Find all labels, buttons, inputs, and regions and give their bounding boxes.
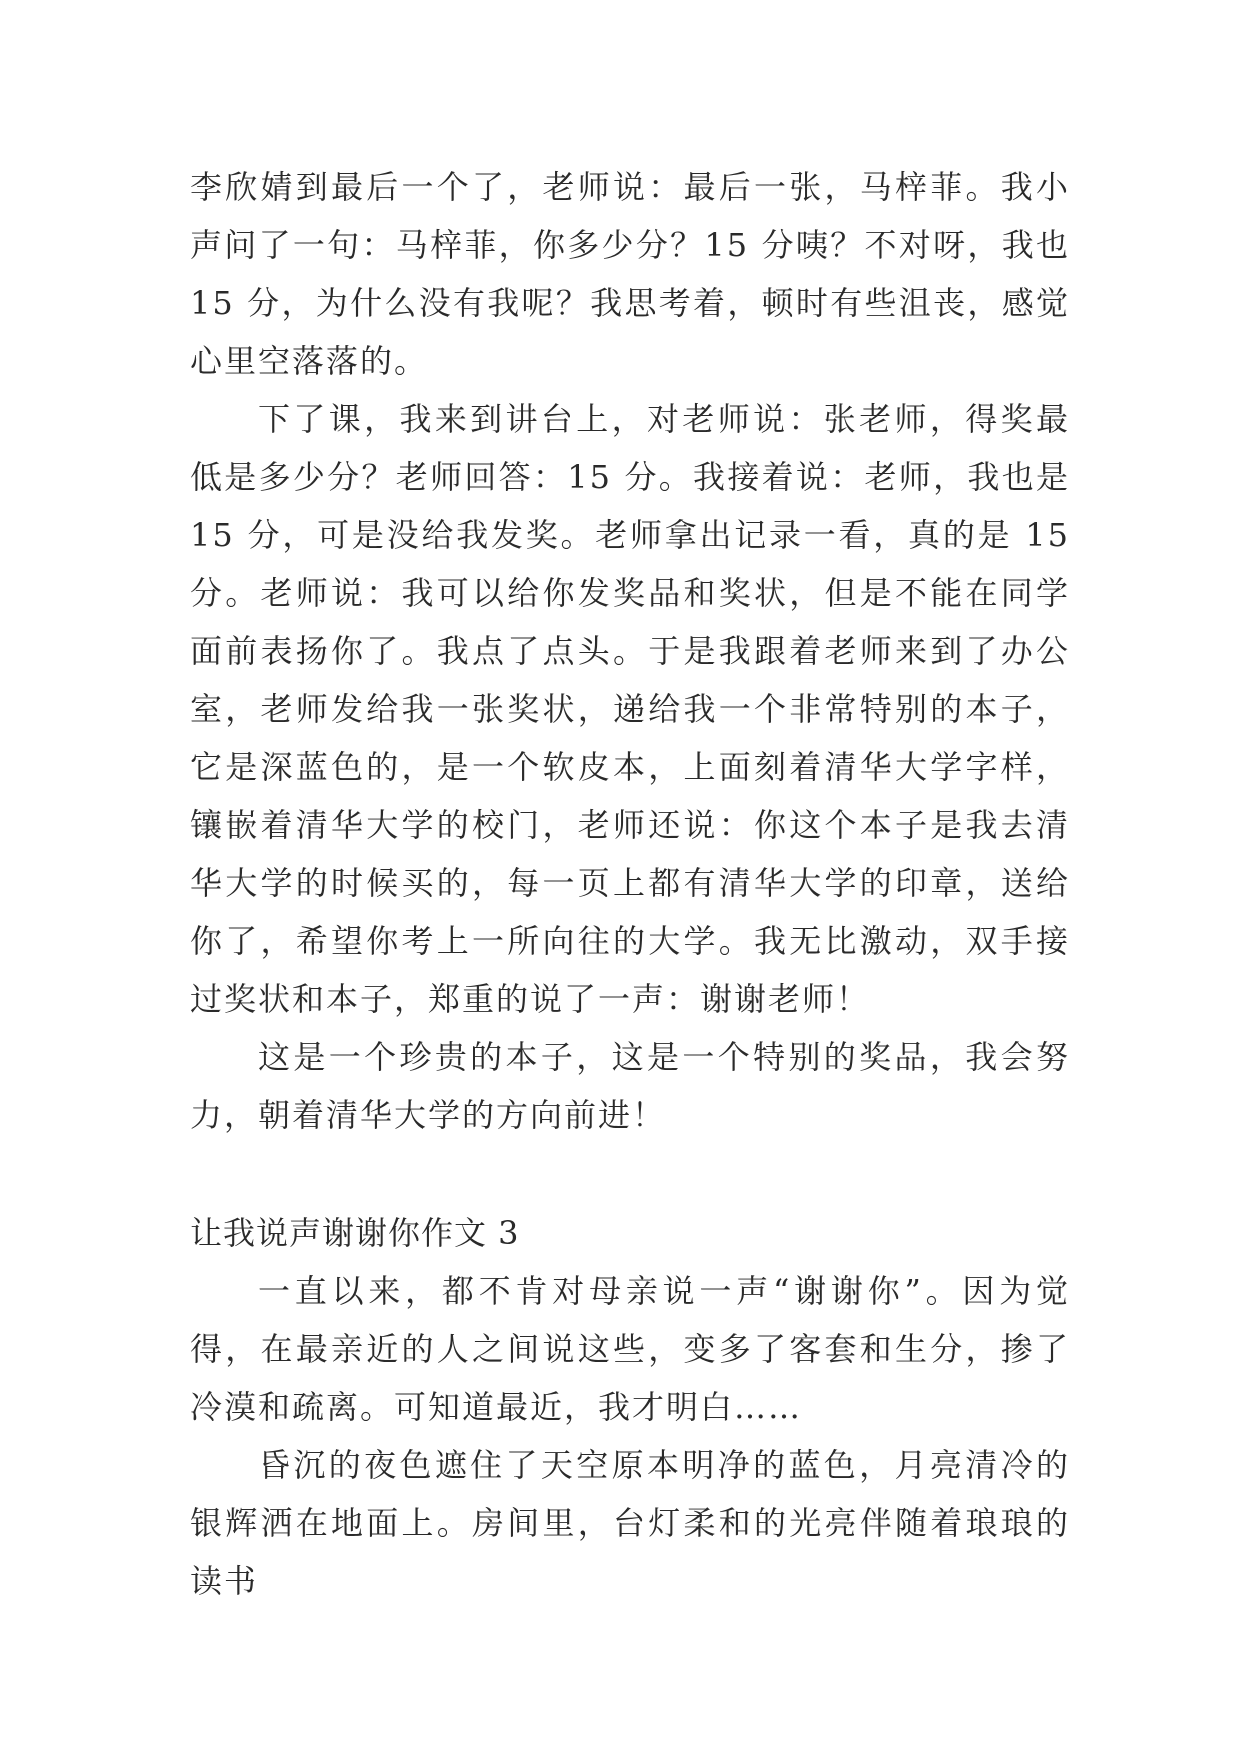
paragraph-3: 这是一个珍贵的本子，这是一个特别的奖品，我会努力，朝着清华大学的方向前进！ — [190, 1038, 1070, 1134]
section-heading: 让我说声谢谢你作文 3 — [190, 1214, 520, 1252]
paragraph-5: 昏沉的夜色遮住了天空原本明净的蓝色，月亮清冷的银辉洒在地面上。房间里，台灯柔和的光亮伴随着琅琅的读书 — [190, 1446, 1070, 1600]
document-body — [190, 158, 1070, 1610]
paragraph-2: 下了课，我来到讲台上，对老师说：张老师，得奖最低是多少分？老师回答：15 分。我接着说：老师，我也是 15 分，可是没给我发奖。老师拿出记录一看，真的是 15 分。老师说：我可以给你发奖品和奖状，但是不能在同学面前表扬你了。我点了点头。于是我跟着老师来到了办公室，老师发给我一张奖状，递给我一个非常特别的本子，它是深蓝色的，是一个软皮本，上面刻着清华大学字样，镶嵌着清华大学的校门，老师还说：你这个本子是我去清华大学的时候买的，每一页上都有清华大学的印章，送给你了，希望你考上一所向往的大学。我无比激动，双手接过奖状和本子，郑重的说了一声：谢谢老师！ — [190, 400, 1070, 1018]
paragraph-4: 一直以来，都不肯对母亲说一声“谢谢你”。因为觉得，在最亲近的人之间说这些，变多了客套和生分，掺了冷漠和疏离。可知道最近，我才明白…… — [190, 1272, 1070, 1426]
paragraph-1: 李欣婧到最后一个了，老师说：最后一张，马梓菲。我小声问了一句：马梓菲，你多少分？15 分咦？不对呀，我也 15 分，为什么没有我呢？我思考着，顿时有些沮丧，感觉心里空落落的。 — [190, 168, 1070, 380]
